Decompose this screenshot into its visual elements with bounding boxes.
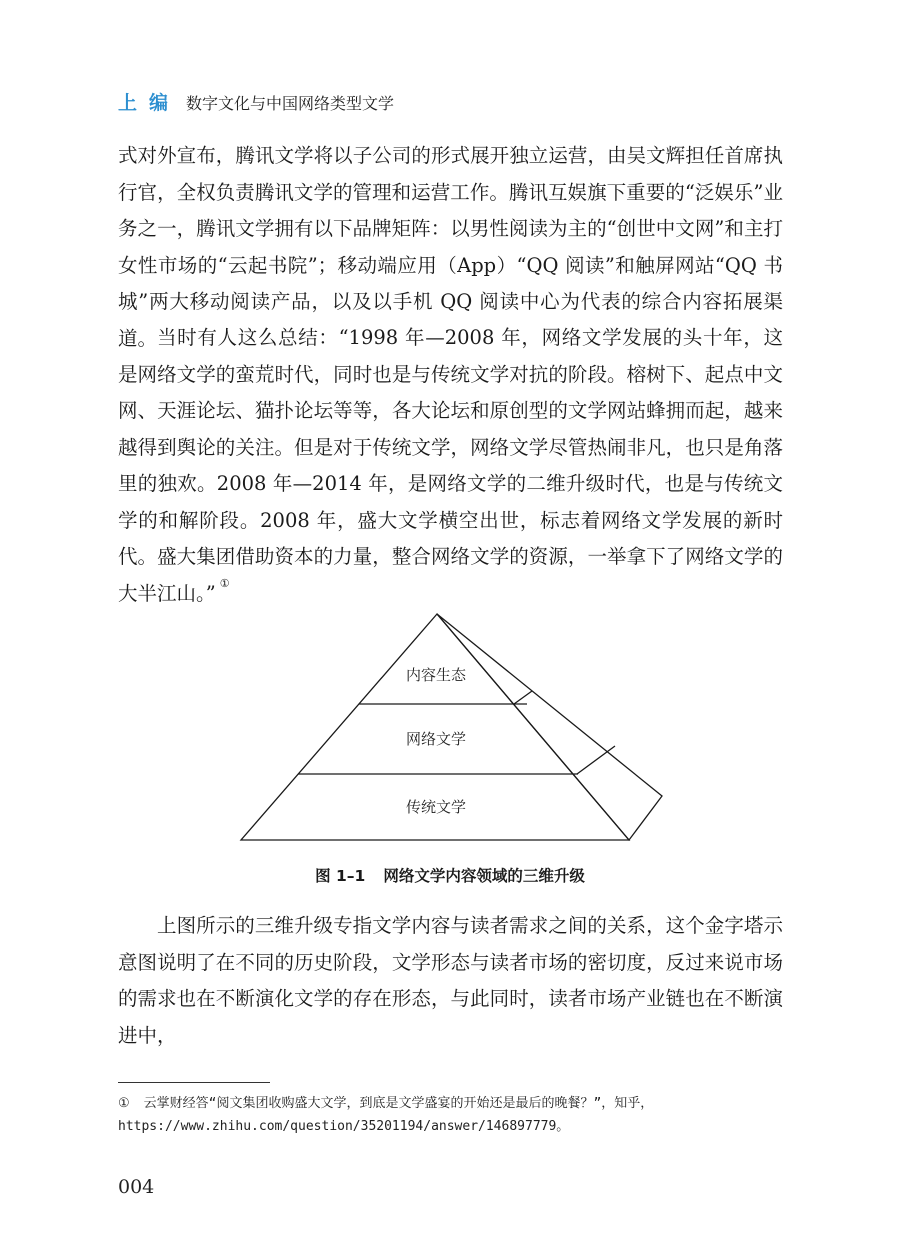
figure-number: 图 1–1 [315, 867, 366, 885]
footnote-mark: ① [118, 1096, 130, 1111]
footnote-ref[interactable]: ① [219, 576, 230, 590]
pyramid-side-face [437, 614, 662, 840]
paragraph-1: 式对外宣布，腾讯文学将以子公司的形式展开独立运营，由吴文辉担任首席执行官，全权负责腾讯文学的管理和运营工作。腾讯互娱旗下重要的“泛娱乐”业务之一，腾讯文学拥有以下品牌矩阵：以男性阅读为主的“创世中文网”和主打女性市场的“云起书院”；移动端应用（App）“QQ 阅读”和触屏网站“QQ 书城”两大移动阅读产品，以及以手机 QQ 阅读中心为代表的综合内容拓展渠道。 [118, 144, 783, 350]
side-divider-upper [514, 691, 532, 704]
page-number: 004 [118, 1176, 155, 1198]
layer-label-content-ecology: 内容生态 [405, 666, 467, 684]
paragraph-3: 上图所示的三维升级专指文学内容与读者需求之间的关系，这个金字塔示意图说明了在不同的历史阶段，文学形态与读者市场的密切度，反过来说市场的需求也在不断演化文学的存在形态，与此同时，读者市场产业链也在不断演进中， [118, 914, 783, 1047]
footnote-text: 云掌财经答“阅文集团收购盛大文学，到底是文学盛宴的开始还是最后的晚餐？”，知乎，https://www.zhihu.com/question/35201194/answer/146897779。 [118, 1096, 654, 1134]
footnote [118, 1092, 783, 1138]
layer-label-network-literature: 网络文学 [405, 730, 467, 748]
part-label: 上编 [118, 92, 181, 114]
running-head-title: 数字文化与中国网络类型文学 [186, 94, 395, 113]
paragraph-2-text: 当时有人这么总结：“1998 年—2008 年，网络文学发展的头十年，这是网络文学的蛮荒时代，同时也是与传统文学对抗的阶段。榕树下、起点中文网、天涯论坛、猫扑论坛等等，各大论坛和原创型的文学网站蜂拥而起，越来越得到舆论的关注。但是对于传统文学，网络文学尽管热闹非凡，也只是角落里的独欢。2008 年—2014 年，是网络文学的二维升级时代，也是与传统文学的和解阶段。2008 年，盛大文学横空出世，标志着网络文学发展的新时代。盛大集团借助资本的力量，整合网络文学的资源，一举拿下了网络文学的大半江山。” [118, 326, 783, 605]
side-divider-lower [577, 746, 615, 774]
figure-caption [0, 864, 900, 886]
paragraph-2 [118, 320, 783, 612]
figure-caption-text: 网络文学内容领域的三维升级 [383, 867, 585, 885]
pyramid-diagram [238, 610, 668, 846]
footnote-rule [118, 1082, 270, 1083]
layer-label-traditional-literature: 传统文学 [405, 798, 467, 816]
running-head [118, 88, 394, 114]
